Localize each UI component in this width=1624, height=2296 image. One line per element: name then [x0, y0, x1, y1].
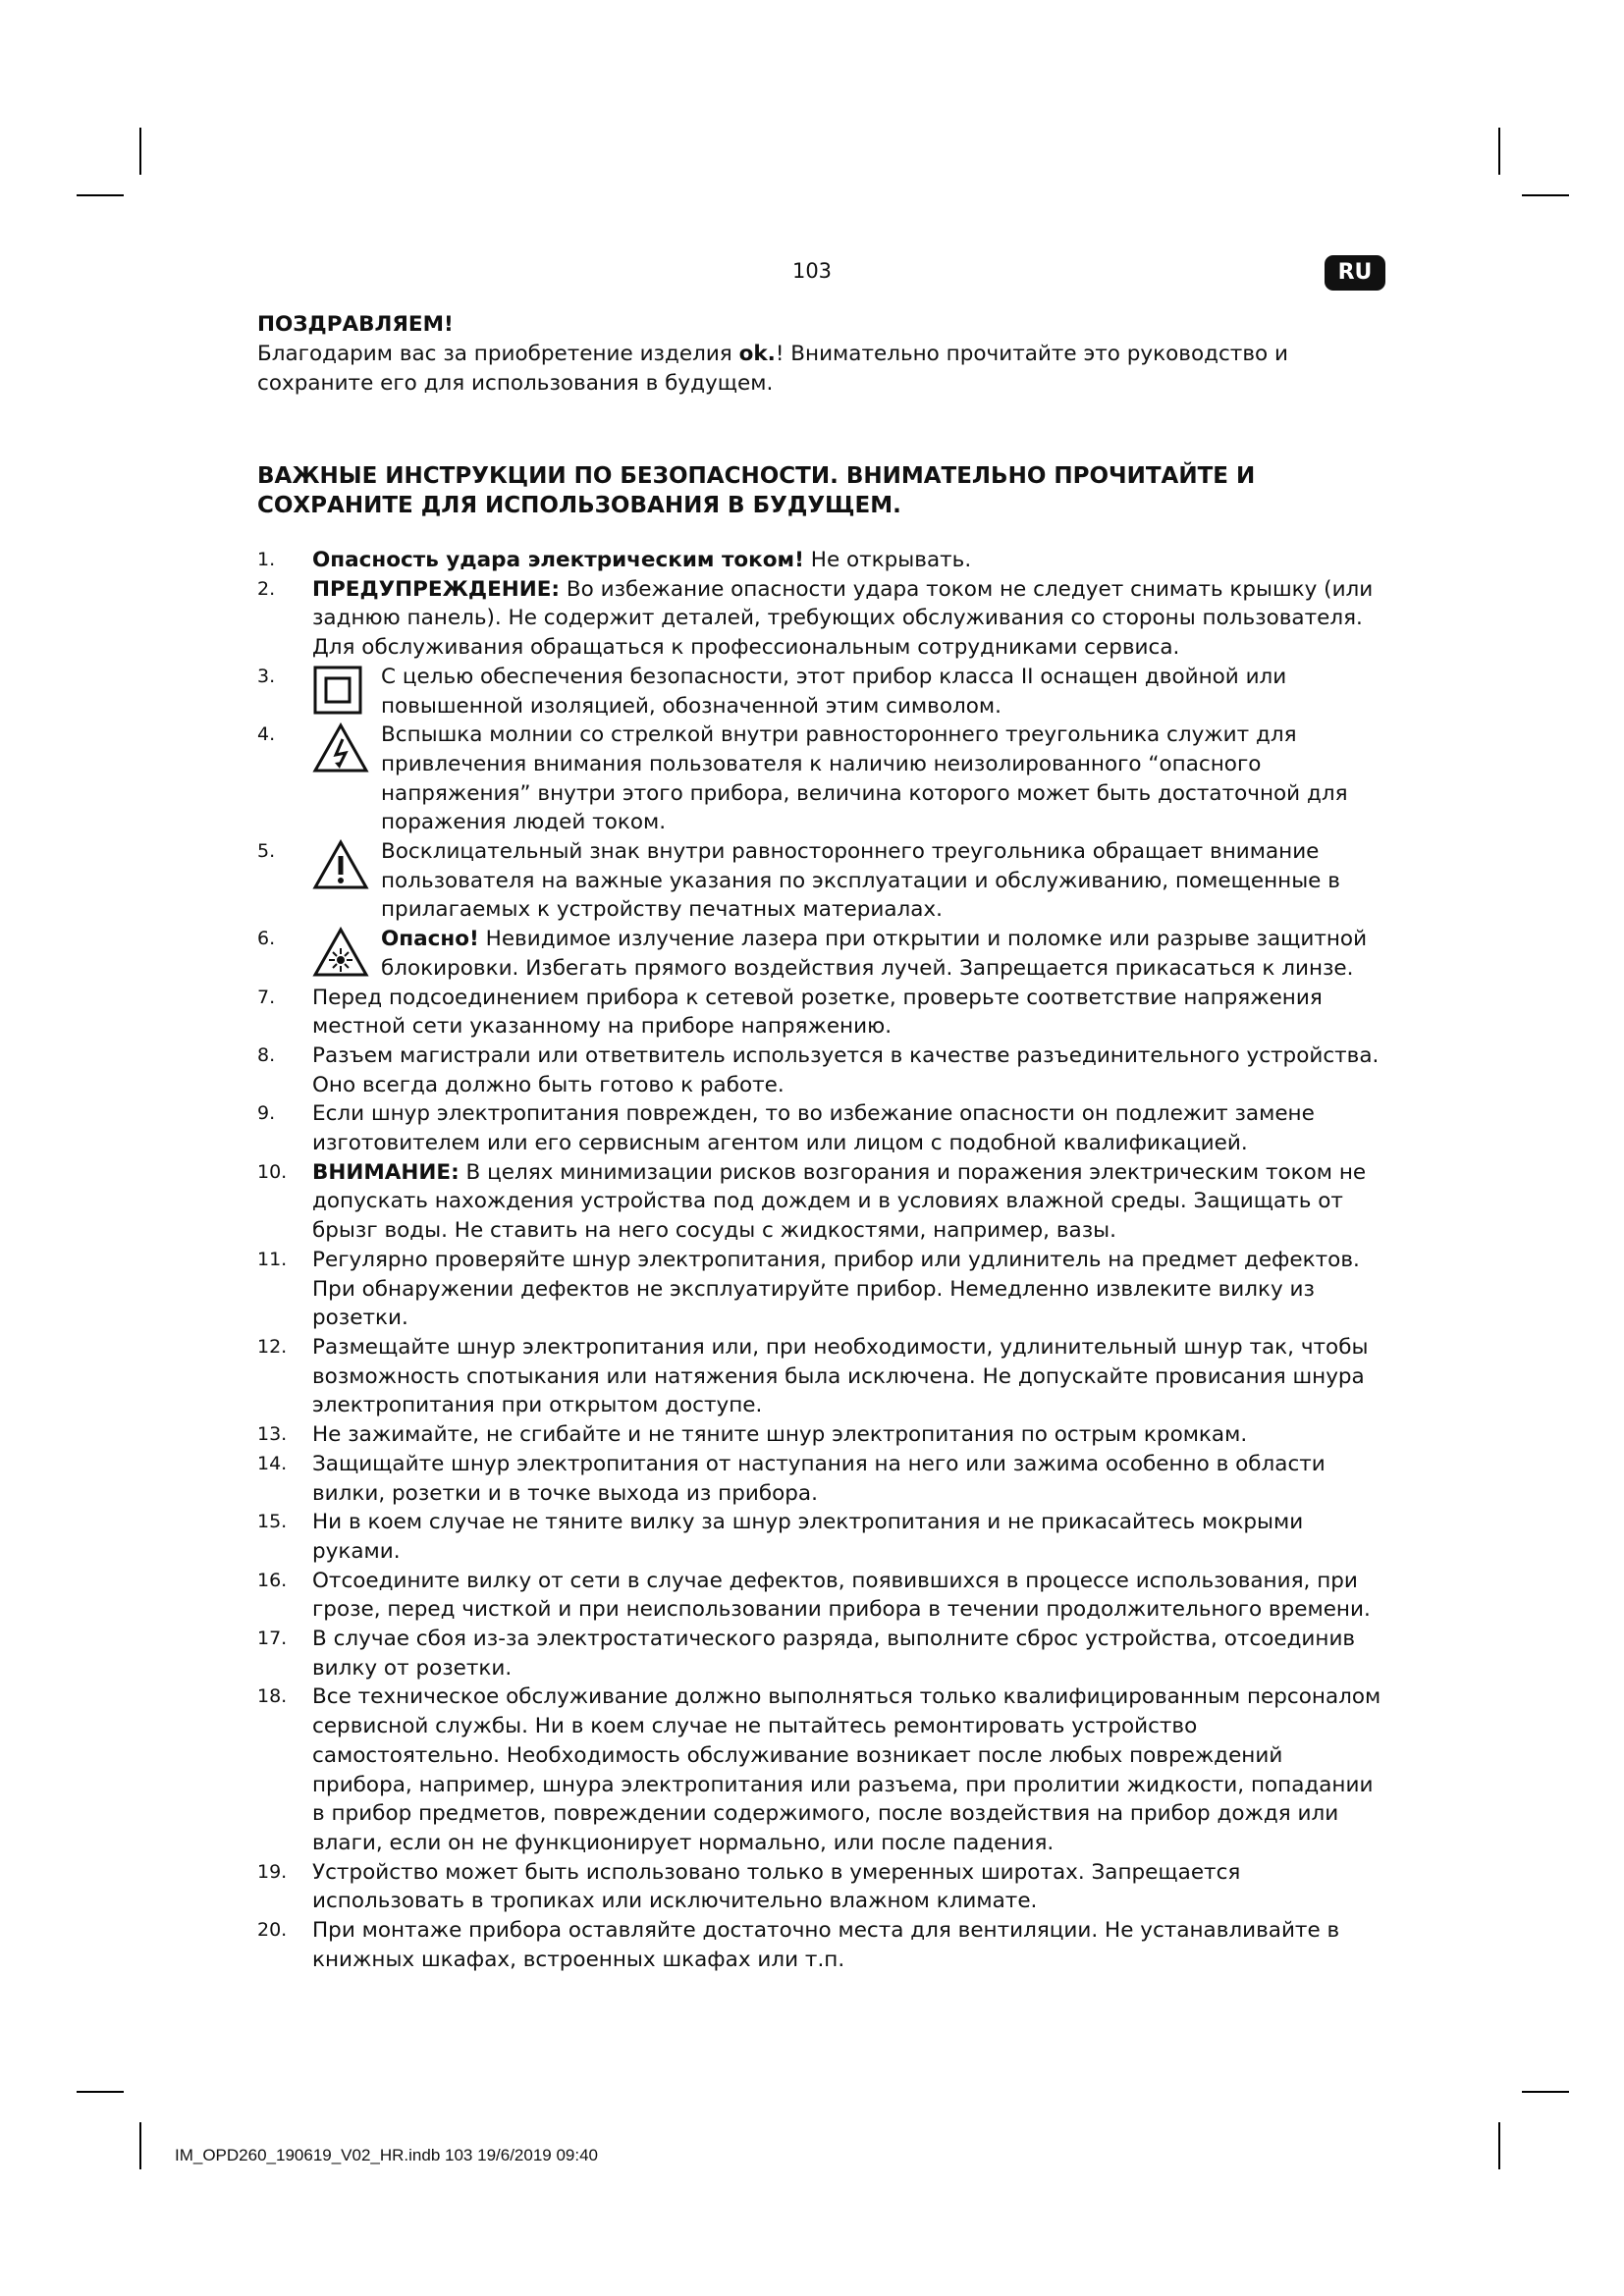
- safety-list: [257, 546, 1386, 1974]
- crop-mark: [139, 128, 141, 175]
- crop-mark: [1522, 194, 1569, 196]
- item-number: 9.: [257, 1102, 276, 1125]
- item-number: 1.: [257, 549, 276, 570]
- exclamation-triangle-icon: [312, 839, 369, 890]
- item-number: 18.: [257, 1685, 288, 1708]
- item-number: 20.: [257, 1919, 288, 1942]
- item-text: Ни в коем случае не тяните вилку за шнур электропитания и не прикасайтесь мокрыми руками.: [312, 1510, 1304, 1564]
- item-text: Вспышка молнии со стрелкой внутри равностороннего треугольника служит для привлечения внимания пользователя к наличию неизолированного “опасного напряжения” внутри этого прибора, величина которого может быть достаточной для поражения людей током.: [381, 722, 1348, 835]
- item-number: 5.: [257, 840, 276, 863]
- laser-warning-icon: [312, 927, 369, 978]
- item-text: Регулярно проверяйте шнур электропитания, прибор или удлинитель на предмет дефектов. При обнаружении дефектов не эксплуатируйте прибор. Немедленно извлеките вилку из розетки.: [312, 1247, 1360, 1331]
- item-text: Устройство может быть использовано только в умеренных широтах. Запрещается использовать в тропиках или исключительно влажном климате.: [312, 1859, 1241, 1914]
- crop-mark: [77, 194, 124, 196]
- congrats-text: Благодарим вас за приобретение изделия ok.! Внимательно прочитайте это руководство и сохраните его для использования в будущем.: [257, 342, 1288, 396]
- page-number: 103: [791, 259, 833, 283]
- item-text: ВНИМАНИЕ: В целях минимизации рисков возгорания и поражения электрическим током не допускать нахождения устройства под дождем и в условиях влажной среды. Защищать от брызг воды. Не ставить на него сосуды с жидкостями, например, вазы.: [312, 1159, 1367, 1244]
- item-text: В случае сбоя из-за электростатического разряда, выполните сброс устройства, отсоединив вилку от розетки.: [312, 1627, 1356, 1681]
- crop-mark: [139, 2122, 141, 2169]
- language-badge: RU: [1325, 255, 1385, 291]
- item-text: Размещайте шнур электропитания или, при необходимости, удлинительный шнур так, чтобы возможность спотыкания или натяжения была исключена. Не допускайте провисания шнура электропитания при открытом доступе.: [312, 1334, 1369, 1418]
- list-item: [257, 1420, 1386, 1450]
- list-item: [257, 1567, 1386, 1625]
- item-text: Если шнур электропитания поврежден, то во избежание опасности он подлежит замене изготовителем или его сервисным агентом или лицом с подобной квалификацией.: [312, 1101, 1315, 1156]
- lightning-triangle-icon: [312, 722, 369, 774]
- item-number: 2.: [257, 577, 276, 600]
- item-number: 4.: [257, 723, 276, 746]
- crop-mark: [77, 2091, 124, 2093]
- item-text: Опасность удара электрическим током! Не открывать.: [312, 548, 972, 572]
- list-item: [257, 663, 1386, 721]
- item-number: 10.: [257, 1160, 288, 1183]
- item-text: Разъем магистрали или ответвитель используется в качестве разъединительного устройства. Оно всегда должно быть готово к работе.: [312, 1042, 1380, 1097]
- list-item: [257, 1099, 1386, 1157]
- item-number: 6.: [257, 928, 276, 950]
- item-number: 12.: [257, 1335, 288, 1358]
- item-text: Восклицательный знак внутри равностороннего треугольника обращает внимание пользователя на важные указания по эксплуатации и обслуживанию, помещенные в прилагаемых к устройству печатных материалах.: [381, 839, 1340, 923]
- list-item: [257, 1041, 1386, 1099]
- list-item: [257, 1682, 1386, 1857]
- list-item: [257, 1158, 1386, 1246]
- item-text: Защищайте шнур электропитания от наступания на него или зажима особенно в области вилки, розетки и в точке выхода из прибора.: [312, 1451, 1326, 1506]
- item-number: 7.: [257, 986, 276, 1008]
- list-item: [257, 984, 1386, 1041]
- item-text: Не зажимайте, не сгибайте и не тяните шнур электропитания по острым кромкам.: [312, 1422, 1248, 1448]
- crop-mark: [1498, 128, 1500, 175]
- item-text: С целью обеспечения безопасности, этот прибор класса II оснащен двойной или повышенной изоляцией, обозначенной этим символом.: [381, 664, 1287, 719]
- item-number: 16.: [257, 1569, 288, 1591]
- item-number: 15.: [257, 1511, 288, 1533]
- crop-mark: [1522, 2091, 1569, 2093]
- item-number: 8.: [257, 1043, 276, 1066]
- item-number: 14.: [257, 1452, 288, 1474]
- item-emphasis: ПРЕДУПРЕЖДЕНИЕ:: [312, 576, 561, 602]
- list-item: [257, 575, 1386, 663]
- list-item: [257, 1916, 1386, 1974]
- item-text: При монтаже прибора оставляйте достаточно места для вентиляции. Не устанавливайте в книжных шкафах, встроенных шкафах или т.п.: [312, 1918, 1340, 1972]
- list-item: [257, 925, 1386, 983]
- list-item: [257, 721, 1386, 837]
- item-number: 3.: [257, 665, 276, 687]
- list-item: [257, 1625, 1386, 1682]
- item-text: Перед подсоединением прибора к сетевой розетке, проверьте соответствие напряжения местной сети указанному на приборе напряжению.: [312, 985, 1323, 1040]
- list-item: [257, 1246, 1386, 1333]
- item-emphasis: ВНИМАНИЕ:: [312, 1159, 460, 1185]
- list-item: [257, 546, 1386, 575]
- congrats-section: [257, 310, 1386, 399]
- item-emphasis: Опасно!: [381, 927, 479, 952]
- item-text: ПРЕДУПРЕЖДЕНИЕ: Во избежание опасности удара током не следует снимать крышку (или заднюю панель). Не содержит деталей, требующих обслуживания со стороны пользователя. Для обслуживания обращаться к профессиональным сотрудниками сервиса.: [312, 576, 1374, 661]
- item-emphasis: Опасность удара электрическим током!: [312, 548, 804, 572]
- footer-file-info: IM_OPD260_190619_V02_HR.indb 103 19/6/2019 09:40: [175, 2146, 599, 2164]
- crop-mark: [1498, 2122, 1500, 2169]
- congrats-title: ПОЗДРАВЛЯЕМ!: [257, 312, 454, 337]
- item-text: Опасно! Невидимое излучение лазера при открытии и поломке или разрыве защитной блокировки. Избегать прямого воздействия лучей. Запрещается прикасаться к линзе.: [381, 927, 1368, 981]
- safety-title: ВАЖНЫЕ ИНСТРУКЦИИ ПО БЕЗОПАСНОСТИ. ВНИМАТЕЛЬНО ПРОЧИТАЙТЕ И СОХРАНИТЕ ДЛЯ ИСПОЛЬЗОВАНИЯ В БУДУЩЕМ.: [257, 463, 1256, 518]
- item-number: 11.: [257, 1248, 288, 1270]
- item-text: Отсоедините вилку от сети в случае дефектов, появившихся в процессе использования, при грозе, перед чисткой и при неиспользовании прибора в течении продолжительного времени.: [312, 1568, 1371, 1623]
- list-item: [257, 1450, 1386, 1508]
- list-item: [257, 837, 1386, 925]
- class-ii-double-square-icon: [312, 665, 363, 716]
- list-item: [257, 1508, 1386, 1566]
- brand-name: ok.: [738, 342, 776, 366]
- item-text: Все техническое обслуживание должно выполняться только квалифицированным персоналом сервисной службы. Ни в коем случае не пытайтесь ремонтировать устройство самостоятельно. Необходимость обслуживание возникает после любых повреждений прибора, например, шнура электропитания или разъема, при пролитии жидкости, попадании в прибор предметов, повреждении содержимого, после воздействия на прибор дождя или влаги, если он не функционирует нормально, или после падения.: [312, 1684, 1381, 1855]
- list-item: [257, 1333, 1386, 1420]
- item-number: 13.: [257, 1423, 288, 1446]
- item-number: 19.: [257, 1860, 288, 1883]
- list-item: [257, 1858, 1386, 1916]
- item-number: 17.: [257, 1628, 288, 1650]
